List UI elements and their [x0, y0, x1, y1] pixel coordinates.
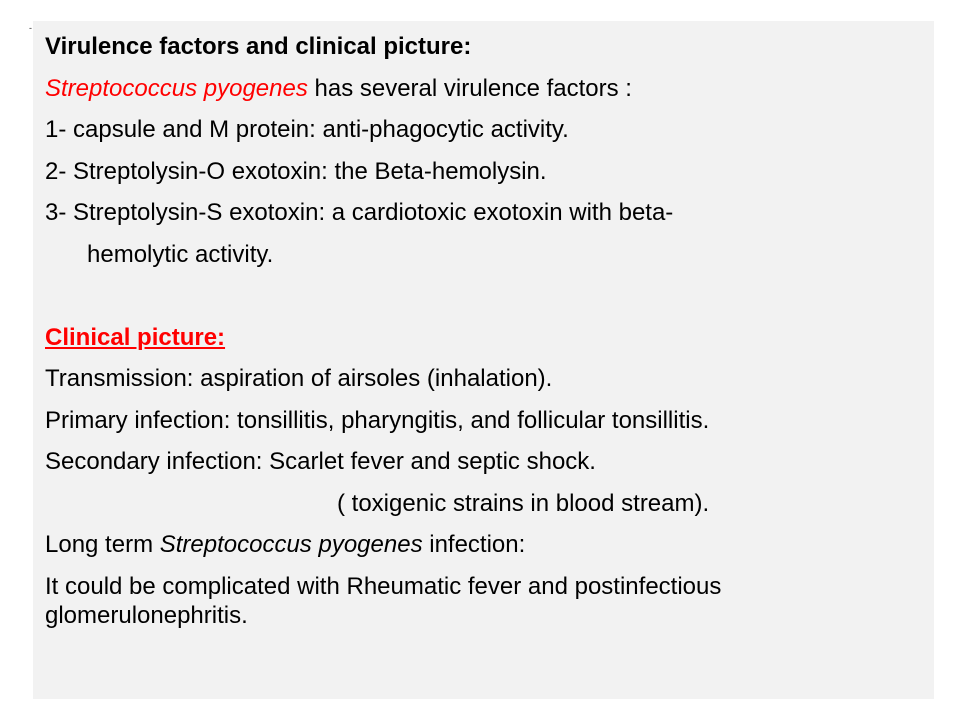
transmission-line: Transmission: aspiration of airsoles (inhalation).: [45, 365, 553, 392]
long-term-prefix: Long term: [45, 531, 160, 558]
factor-3: 3- Streptolysin-S exotoxin: a cardiotoxic exotoxin with beta-: [45, 199, 674, 226]
factor-1: 1- capsule and M protein: anti-phagocytic activity.: [45, 116, 569, 143]
intro-line: [45, 68, 925, 110]
long-term-line: [45, 524, 925, 566]
slide-heading: Virulence factors and clinical picture:: [45, 33, 472, 60]
primary-infection-line: Primary infection: tonsillitis, pharyngitis, and follicular tonsillitis.: [45, 406, 710, 434]
secondary-note: ( toxigenic strains in blood stream).: [337, 489, 710, 517]
long-term-species: Streptococcus pyogenes: [159, 531, 423, 558]
intro-text: has several virulence factors :: [307, 74, 632, 102]
clinical-title: Clinical picture:: [45, 323, 226, 351]
long-term-suffix: infection:: [422, 531, 526, 558]
corner-mark: -: [29, 23, 32, 33]
slide-content: [45, 26, 925, 630]
complication-line: It could be complicated with Rheumatic fever and postinfectious glomerulonephritis.: [45, 572, 722, 629]
species-name: Streptococcus pyogenes: [45, 74, 308, 102]
spacer: [45, 275, 925, 317]
factor-3-continuation: hemolytic activity.: [87, 240, 274, 268]
factor-2: 2- Streptolysin-O exotoxin: the Beta-hemolysin.: [45, 157, 547, 185]
secondary-infection-line: Secondary infection: Scarlet fever and septic shock.: [45, 448, 596, 475]
